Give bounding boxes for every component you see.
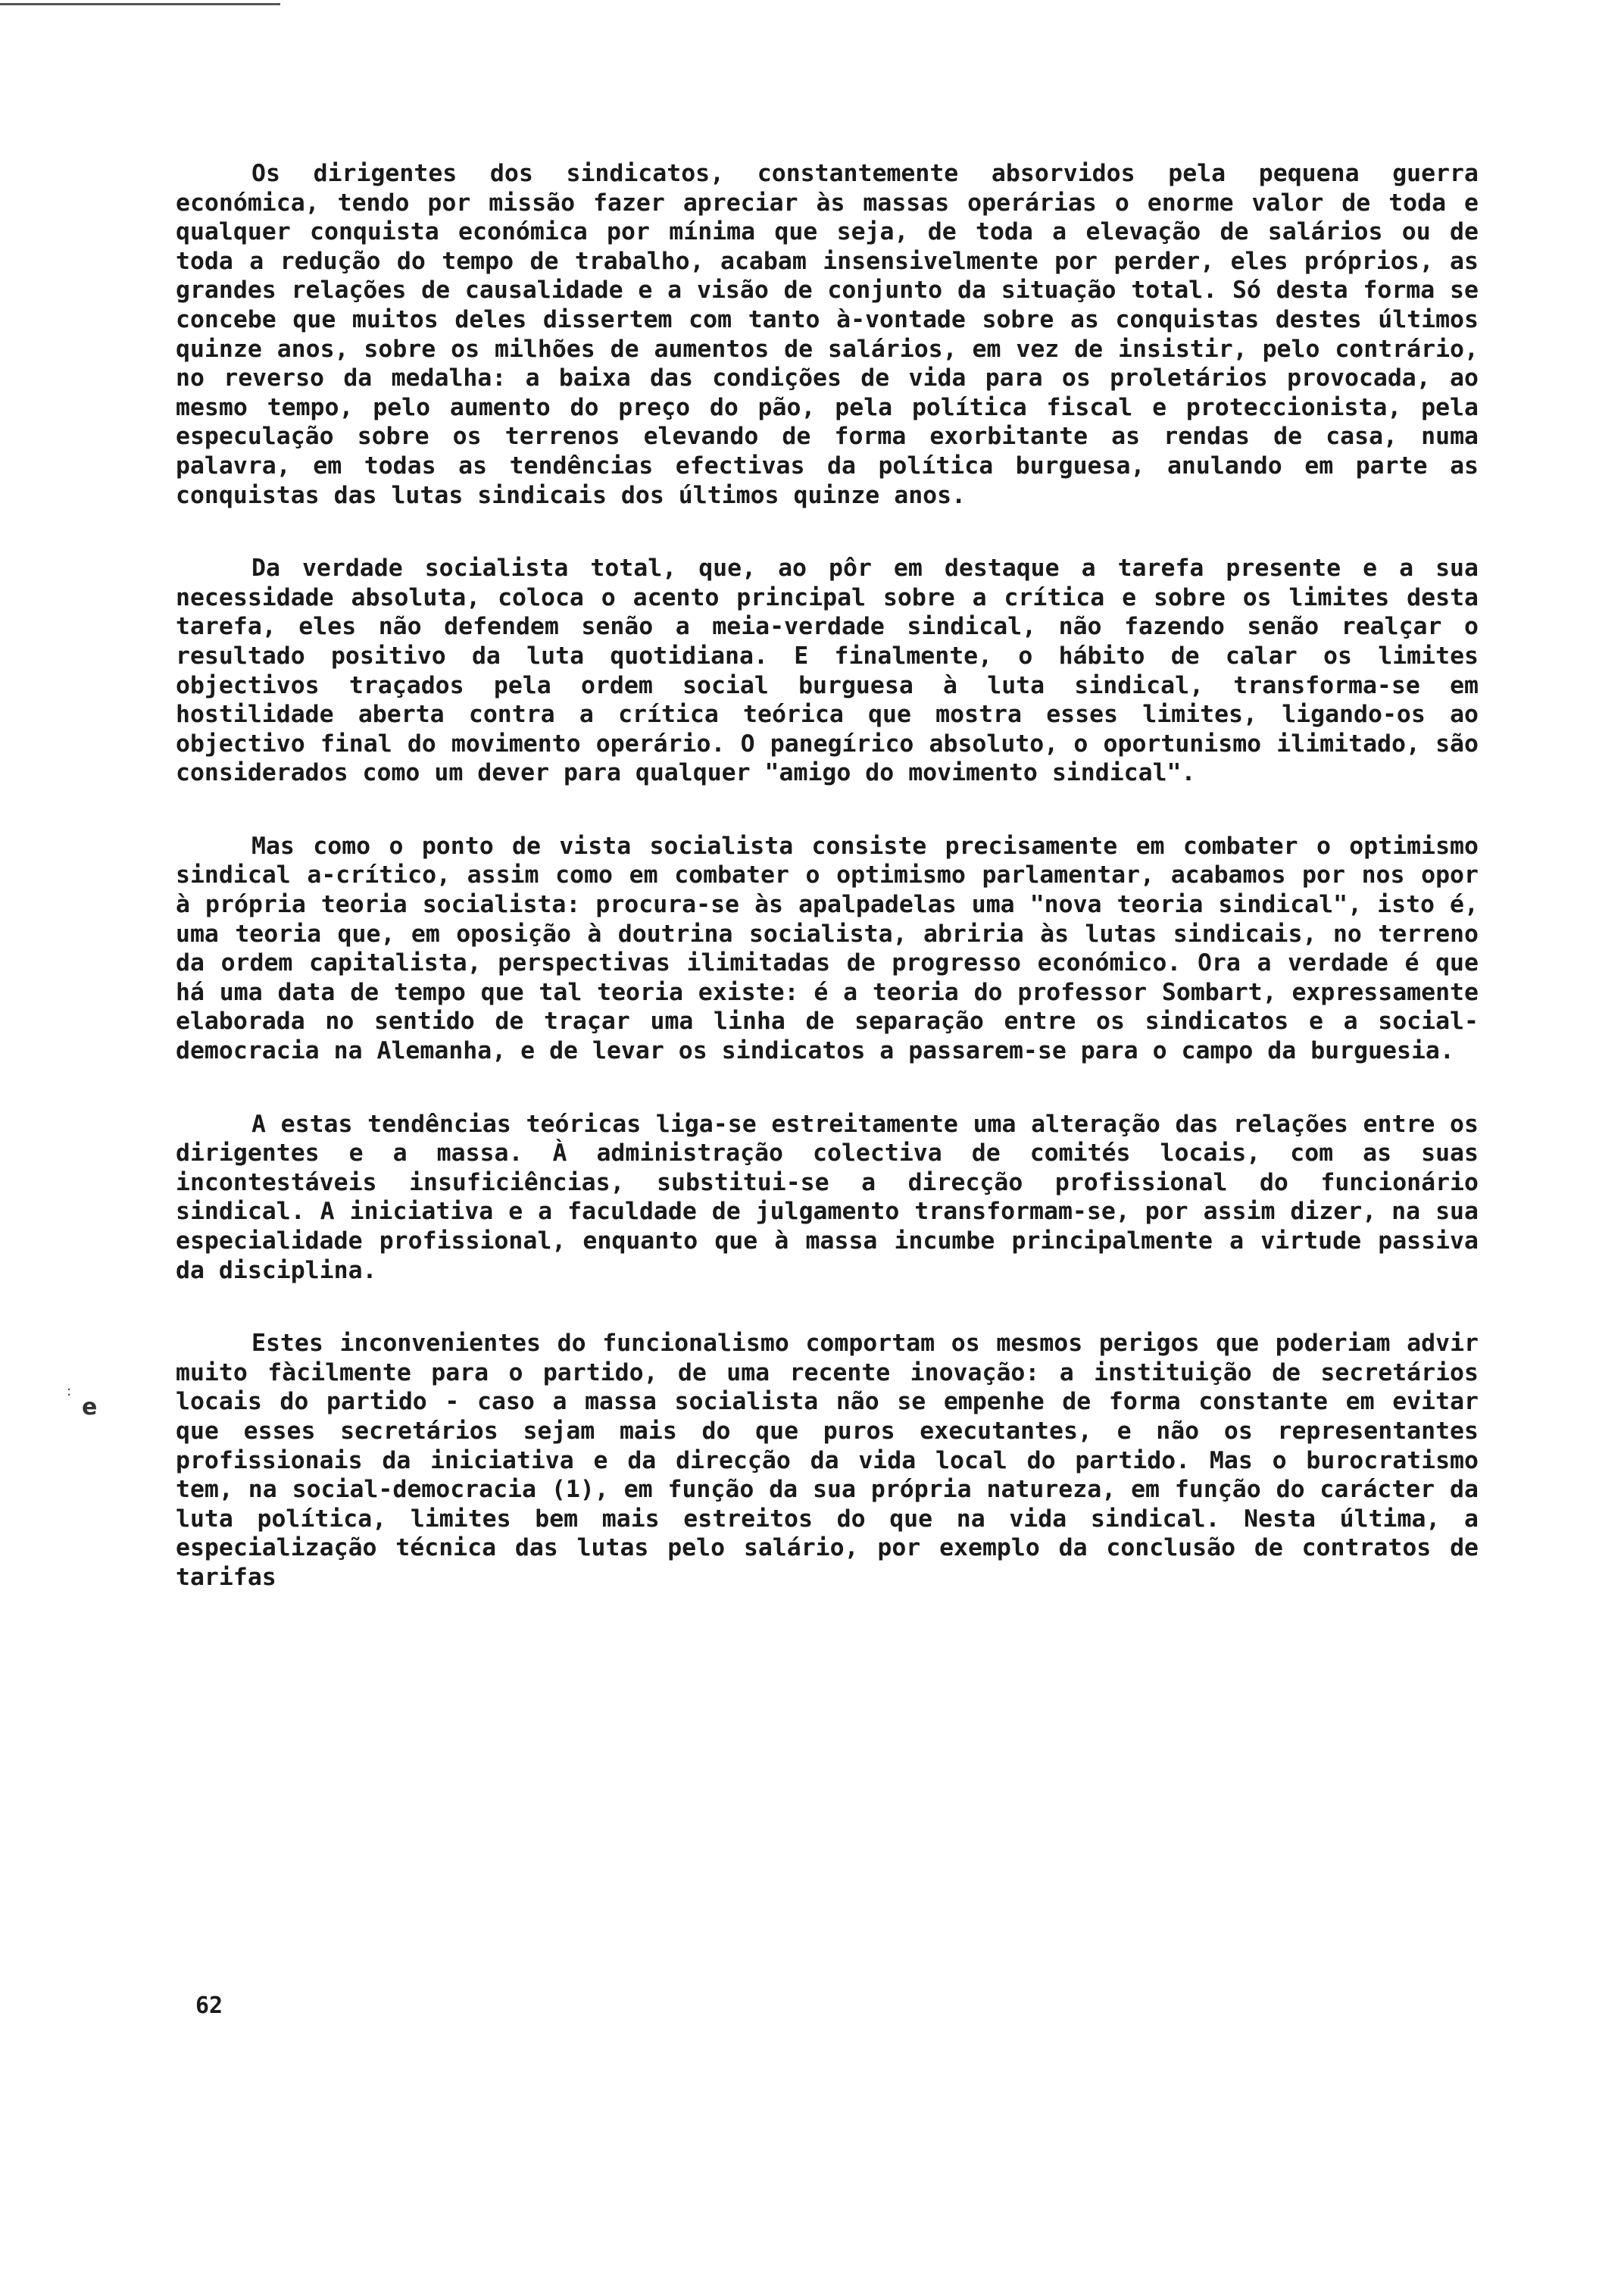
margin-mark: e — [82, 1394, 98, 1421]
paragraph: A estas tendências teóricas liga-se estreitamente uma alteração das relações entre os dirigentes e a massa. À administração colectiva de comités locais, com as suas incontestáveis insuficiências, substitui-se a direcção profissional do funcionário sindical. A iniciativa e a faculdade de julgamento transformam-se, por assim dizer, na sua especialidade profissional, enquanto que à massa incumbe principalmente a virtude passiva da disciplina. — [176, 1110, 1479, 1284]
top-rule-line — [0, 3, 280, 5]
margin-mark: : — [67, 1383, 72, 1399]
paragraph: Os dirigentes dos sindicatos, constantemente absorvidos pela pequena guerra económica, tendo por missão fazer apreciar às massas operárias o enorme valor de toda e qualquer conquista económica por mínima que seja, de toda a elevação de salários ou de toda a redução do tempo de trabalho, acabam insensivelmente por perder, eles próprios, as grandes relações de causalidade e a visão de conjunto da situação total. Só desta forma se concebe que muitos deles dissertem com tanto à-vontade sobre as conquistas destes últimos quinze anos, sobre os milhões de aumentos de salários, em vez de insistir, pelo contrário, no reverso da medalha: a baixa das condições de vida para os proletários provocada, ao mesmo tempo, pelo aumento do preço do pão, pela política fiscal e proteccionista, pela especulação sobre os terrenos elevando de forma exorbitante as rendas de casa, numa palavra, em todas as tendências efectivas da política burguesa, anulando em parte as conquistas das lutas sindicais dos últimos quinze anos. — [176, 160, 1479, 509]
document-body — [176, 159, 1479, 1636]
paragraph: Da verdade socialista total, que, ao pôr em destaque a tarefa presente e a sua necessidade absoluta, coloca o acento principal sobre a crítica e sobre os limites desta tarefa, eles não defendem senão a meia-verdade sindical, não fazendo senão realçar o resultado positivo da luta quotidiana. E finalmente, o hábito de calar os limites objectivos traçados pela ordem social burguesa à luta sindical, transforma-se em hostilidade aberta contra a crítica teórica que mostra esses limites, ligando-os ao objectivo final do movimento operário. O panegírico absoluto, o oportunismo ilimitado, são considerados como um dever para qualquer "amigo do movimento sindical". — [176, 555, 1479, 787]
page-number: 62 — [195, 1993, 223, 2019]
paragraph: Mas como o ponto de vista socialista consiste precisamente em combater o optimismo sindical a-crítico, assim como em combater o optimismo parlamentar, acabamos por nos opor à própria teoria socialista: procura-se às apalpadelas uma "nova teoria sindical", isto é, uma teoria que, em oposição à doutrina socialista, abriria às lutas sindicais, no terreno da ordem capitalista, perspectivas ilimitadas de progresso económico. Ora a verdade é que há uma data de tempo que tal teoria existe: é a teoria do professor Sombart, expressamente elaborada no sentido de traçar uma linha de separação entre os sindicatos e a social-democracia na Alemanha, e de levar os sindicatos a passarem-se para o campo da burguesia. — [176, 832, 1479, 1065]
paragraph: Estes inconvenientes do funcionalismo comportam os mesmos perigos que poderiam advir muito fàcilmente para o partido, de uma recente inovação: a instituição de secretários locais do partido - caso a massa socialista não se empenhe de forma constante em evitar que esses secretários sejam mais do que puros executantes, e não os representantes profissionais da iniciativa e da direcção da vida local do partido. Mas o burocratismo tem, na social-democracia (1), em função da sua própria natureza, em função do carácter da luta política, limites bem mais estreitos do que na vida sindical. Nesta última, a especialização técnica das lutas pelo salário, por exemplo da conclusão de contratos de tarifas — [176, 1330, 1479, 1591]
